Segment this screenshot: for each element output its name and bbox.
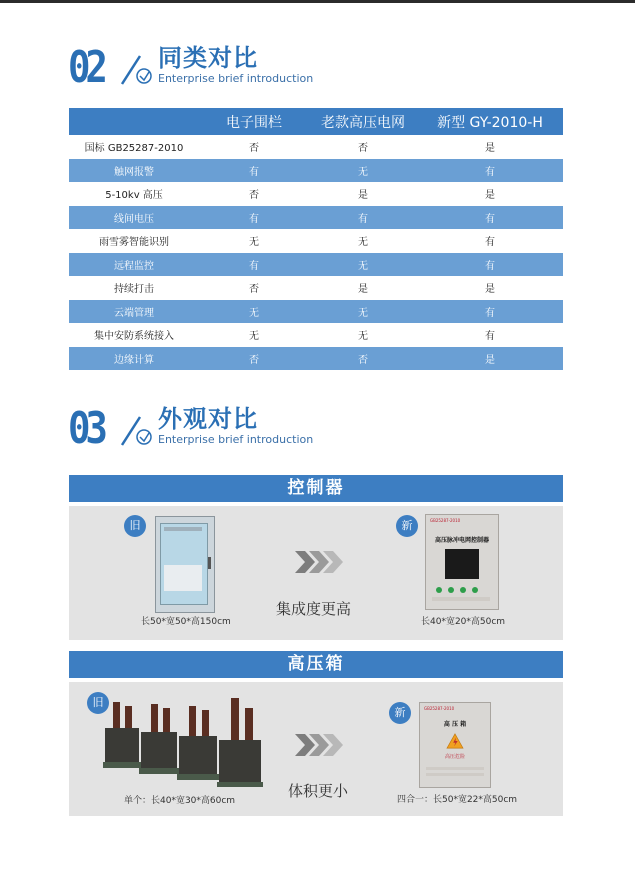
- new-badge: 新: [396, 515, 418, 537]
- controller-panel-title: 控制器: [69, 475, 563, 502]
- old-badge: 旧: [124, 515, 146, 537]
- old-grid-value: 无: [309, 323, 417, 347]
- table-row: [69, 135, 563, 159]
- slash-circle-arrow-icon: [120, 52, 154, 86]
- new-controller-label: 高压脉冲电网控制器: [434, 537, 489, 544]
- table-row: [69, 229, 563, 253]
- old-badge: 旧: [87, 692, 109, 714]
- new-model-value: 有: [417, 159, 563, 183]
- section-number: 03: [68, 403, 103, 454]
- old-grid-value: 有: [309, 206, 417, 230]
- new-controller-model: GB25287-2010: [430, 518, 461, 523]
- section-03-heading: [68, 405, 328, 455]
- led-icon: [436, 587, 442, 593]
- section-number: 02: [68, 42, 103, 93]
- row-label: 5-10kv 高压: [69, 182, 199, 206]
- old-grid-value: 无: [309, 159, 417, 183]
- row-label: 边缘计算: [69, 347, 199, 371]
- header-cell-empty: [69, 108, 199, 135]
- new-model-value: 有: [417, 206, 563, 230]
- led-icon: [472, 587, 478, 593]
- new-model-value: 有: [417, 253, 563, 277]
- electronic-fence-value: 有: [199, 159, 309, 183]
- chevron-arrows-icon: [295, 551, 343, 573]
- electronic-fence-value: 否: [199, 135, 309, 159]
- chevron-arrows-icon: [295, 734, 343, 756]
- old-grid-value: 否: [309, 135, 417, 159]
- electronic-fence-value: 无: [199, 229, 309, 253]
- row-label: 集中安防系统接入: [69, 323, 199, 347]
- row-label: 触网报警: [69, 159, 199, 183]
- row-label: 雨雪雾智能识别: [69, 229, 199, 253]
- new-model-value: 是: [417, 347, 563, 371]
- new-controller-image: [425, 514, 499, 610]
- table-row: [69, 206, 563, 230]
- table-row: [69, 253, 563, 277]
- integration-text: 集成度更高: [276, 600, 352, 618]
- header-cell-new-model: 新型 GY-2010-H: [417, 108, 563, 135]
- table-row: [69, 300, 563, 324]
- table-row: [69, 159, 563, 183]
- hv-box-panel-title: 高压箱: [69, 651, 563, 678]
- electronic-fence-value: 无: [199, 300, 309, 324]
- controller-screen: [445, 549, 479, 579]
- row-label: 线间电压: [69, 206, 199, 230]
- section-subtitle: Enterprise brief introduction: [158, 433, 314, 446]
- table-header-row: [69, 108, 563, 135]
- old-controller-image: [155, 516, 215, 613]
- new-model-value: 是: [417, 182, 563, 206]
- new-badge: 新: [389, 702, 411, 724]
- table-row: [69, 182, 563, 206]
- table-row: [69, 276, 563, 300]
- new-hv-box-caption: 四合一：长50*宽22*高50cm: [397, 795, 518, 805]
- header-cell-electronic-fence: 电子围栏: [199, 108, 309, 135]
- old-grid-value: 是: [309, 182, 417, 206]
- led-icon: [448, 587, 454, 593]
- top-border: [0, 0, 635, 3]
- old-grid-value: 是: [309, 276, 417, 300]
- controller-panel: [69, 506, 563, 640]
- led-icon: [460, 587, 466, 593]
- old-grid-value: 否: [309, 347, 417, 371]
- row-label: 持续打击: [69, 276, 199, 300]
- electronic-fence-value: 否: [199, 182, 309, 206]
- new-model-value: 是: [417, 276, 563, 300]
- section-title: 外观对比: [158, 405, 258, 433]
- table-row: [69, 347, 563, 371]
- new-model-value: 有: [417, 300, 563, 324]
- new-hv-box-image: [419, 702, 491, 788]
- old-hv-box-caption: 单个：长40*宽30*高60cm: [124, 796, 236, 806]
- electronic-fence-value: 无: [199, 323, 309, 347]
- row-label: 国标 GB25287-2010: [69, 135, 199, 159]
- section-title: 同类对比: [158, 44, 258, 72]
- section-subtitle: Enterprise brief introduction: [158, 72, 314, 85]
- electronic-fence-value: 否: [199, 347, 309, 371]
- new-model-value: 有: [417, 323, 563, 347]
- new-controller-caption: 长40*宽20*高50cm: [421, 617, 506, 627]
- row-label: 远程监控: [69, 253, 199, 277]
- hv-box-panel: [69, 682, 563, 816]
- volume-text: 体积更小: [288, 782, 349, 800]
- old-grid-value: 无: [309, 300, 417, 324]
- header-cell-old-grid: 老款高压电网: [309, 108, 417, 135]
- section-02-heading: [68, 44, 328, 94]
- row-label: 云端管理: [69, 300, 199, 324]
- comparison-table: [69, 108, 563, 370]
- electronic-fence-value: 有: [199, 206, 309, 230]
- table-row: [69, 323, 563, 347]
- new-model-value: 有: [417, 229, 563, 253]
- high-voltage-warning-icon: [446, 733, 464, 749]
- slash-circle-arrow-icon: [120, 413, 154, 447]
- old-grid-value: 无: [309, 229, 417, 253]
- new-hv-box-model: GB25287-2010: [424, 706, 455, 711]
- high-voltage-danger-text: 高压危险: [444, 754, 465, 760]
- electronic-fence-value: 否: [199, 276, 309, 300]
- old-hv-transformers-image: [99, 686, 279, 790]
- old-grid-value: 无: [309, 253, 417, 277]
- electronic-fence-value: 有: [199, 253, 309, 277]
- new-model-value: 是: [417, 135, 563, 159]
- old-controller-caption: 长50*宽50*高150cm: [141, 617, 231, 627]
- new-hv-box-label: 高 压 箱: [443, 721, 467, 728]
